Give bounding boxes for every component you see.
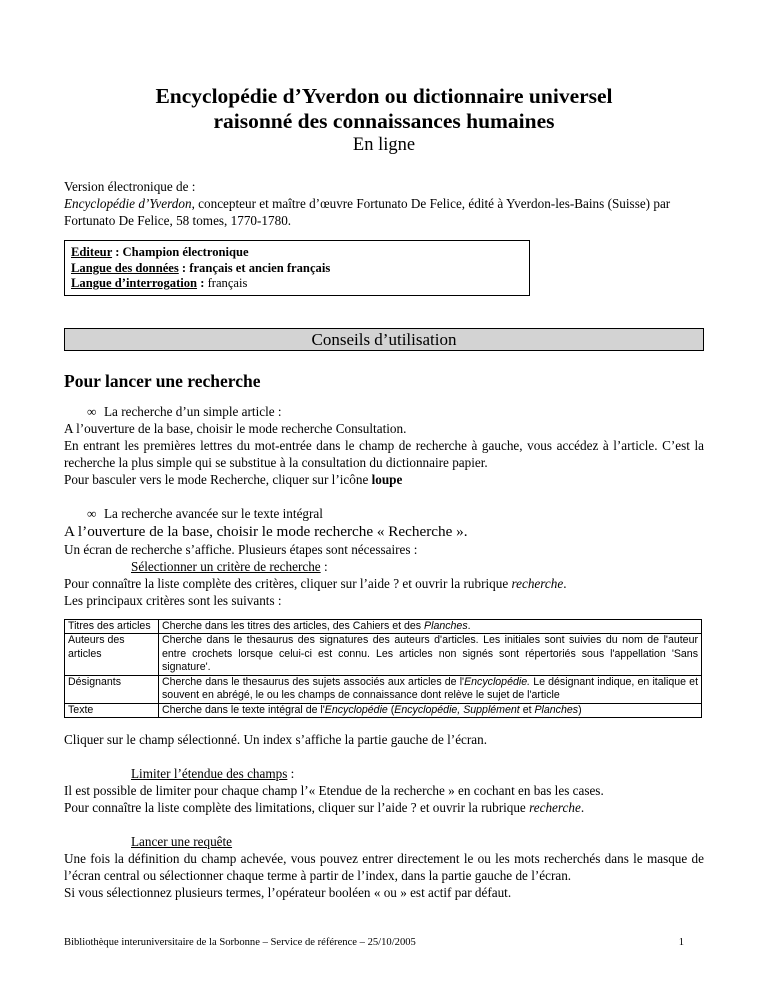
simple-line-3: [64, 471, 704, 488]
bullet-simple-label: La recherche d’un simple article :: [104, 403, 282, 419]
bullet-advanced-search: [87, 505, 704, 522]
query-heading: Lancer une requête: [131, 834, 233, 849]
editor-value: : Champion électronique: [112, 245, 249, 259]
footer-text: Bibliothèque interuniversitaire de la Sorbonne – Service de référence – 25/10/2005: [64, 937, 416, 948]
criteria-table: [64, 619, 702, 719]
table-row: [65, 619, 702, 634]
limit-line-2: Pour connaître la liste complète des limitations, cliquer sur l’aide ? et ouvrir la rubrique recherche.: [64, 800, 585, 815]
loupe-word: loupe: [371, 471, 403, 487]
query-line-2: Si vous sélectionnez plusieurs termes, l’opérateur booléen « ou » est actif par défaut.: [64, 885, 512, 900]
criteria-heading: Sélectionner un critère de recherche: [131, 558, 321, 574]
editor-line: [71, 245, 523, 261]
query-heading-line: [64, 833, 704, 850]
query-language-sep: :: [197, 276, 208, 290]
data-language-value: : français et ancien français: [178, 260, 331, 275]
page-number: 1: [678, 937, 684, 948]
data-language-line: [71, 261, 523, 277]
bullet-advanced-label: La recherche avancée sur le texte intégral: [104, 505, 323, 521]
info-box: [64, 240, 530, 296]
search-heading: Pour lancer une recherche: [64, 370, 261, 391]
query-language-value: français: [207, 276, 248, 290]
main-criteria-line: Les principaux critères sont les suivants :: [64, 592, 282, 608]
infinity-bullet-icon: ∞: [87, 403, 97, 419]
criteria-help-line: Pour connaître la liste complète des critères, cliquer sur l’aide ? et ouvrir la rubrique recherche.: [64, 575, 567, 591]
criterion-description: Cherche dans les titres des articles, des Cahiers et des Planches.: [159, 619, 702, 634]
advanced-line-2: Un écran de recherche s’affiche. Plusieurs étapes sont nécessaires :: [64, 541, 418, 557]
version-intro: Version électronique de :: [64, 179, 196, 194]
infinity-bullet-icon: ∞: [87, 505, 97, 521]
simple-line-2: En entrant les premières lettres du mot-entrée dans le champ de recherche à gauche, vous accédez à l’article. C’est la recherche la plus simple qui se substitue à la consultation du dictionnaire papier.: [64, 437, 704, 470]
query-language-label: Langue d’interrogation: [71, 276, 198, 290]
criterion-label: Titres des articles: [65, 619, 159, 634]
query-line-1: Une fois la définition du champ achevée, vous pouvez entrer directement le ou les mots recherchés dans le masque de l’écran central ou sélectionner chaque terme à partir de l’index, dans la partie gauche de l’écran.: [64, 851, 704, 883]
title-line-1: Encyclopédie d’Yverdon ou dictionnaire universel: [155, 84, 613, 108]
section-title: Conseils d’utilisation: [64, 328, 704, 351]
criterion-description: Cherche dans le thesaurus des sujets associés aux articles de l'Encyclopédie. Le désignant indique, en italique et souvent en abrégé, le ou les champs de connaissance dont relève le sujet de l'article: [159, 675, 702, 703]
editor-label: Editeur: [71, 245, 113, 259]
version-details: , concepteur et maître d’œuvre Fortunato De Felice, édité à Yverdon-les-Bains (Suisse) par Fortunato De Felice, 58 tomes, 1770-1780.: [64, 196, 671, 228]
work-title: Encyclopédie d’Yverdon: [64, 196, 192, 211]
after-table-line: Cliquer sur le champ sélectionné. Un index s’affiche la partie gauche de l’écran.: [64, 732, 488, 747]
simple-line-3-text: Pour basculer vers le mode Recherche, cliquer sur l’icône: [64, 471, 372, 487]
limit-heading: Limiter l’étendue des champs: [131, 766, 288, 781]
table-row: [65, 634, 702, 676]
bullet-simple-search: [87, 403, 704, 420]
subtitle: En ligne: [352, 135, 416, 155]
advanced-line-1: A l’ouverture de la base, choisir le mode recherche « Recherche ».: [64, 522, 468, 540]
table-row: [65, 675, 702, 703]
limit-line-1: Il est possible de limiter pour chaque champ l’« Etendue de la recherche » en cochant en bas les cases.: [64, 783, 604, 798]
simple-line-1: A l’ouverture de la base, choisir le mode recherche Consultation.: [64, 420, 407, 436]
page-footer: [64, 936, 684, 949]
data-language-label: Langue des données: [71, 260, 179, 275]
criteria-heading-line: Sélectionner un critère de recherche :: [131, 558, 328, 574]
criterion-label: Auteurs des articles: [65, 634, 159, 676]
document-page: [64, 84, 704, 901]
criterion-label: Désignants: [65, 675, 159, 703]
limit-heading-line: Limiter l’étendue des champs :: [131, 766, 295, 781]
criterion-description: Cherche dans le thesaurus des signatures des auteurs d'articles. Les initiales sont suivies du nom de l'auteur entre crochets lorsque celui-ci est connu. Les articles non signés sont répertoriés sous l'appellation 'Sans signature'.: [159, 634, 702, 676]
table-row: [65, 703, 702, 718]
criterion-description: Cherche dans le texte intégral de l'Encyclopédie (Encyclopédie, Supplément et Planches): [159, 703, 702, 718]
query-language-line: [71, 276, 523, 292]
title-line-2: raisonné des connaissances humaines: [213, 109, 555, 133]
criterion-label: Texte: [65, 703, 159, 718]
version-description: [64, 195, 704, 229]
